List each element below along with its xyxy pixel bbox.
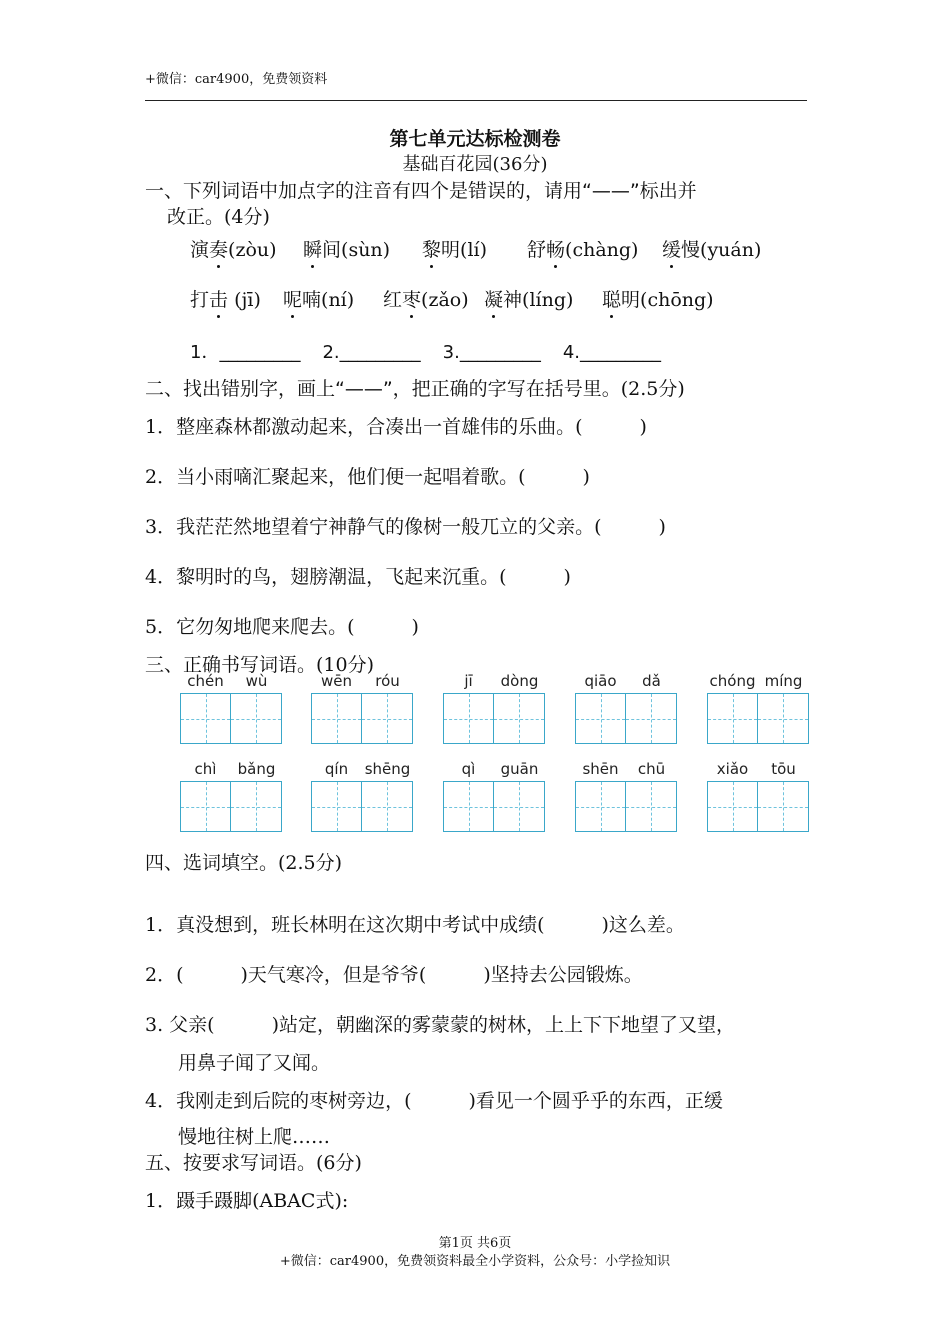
tianzige-cell[interactable] <box>758 782 808 831</box>
question-item: 1．蹑手蹑脚(ABAC式): <box>145 1190 349 1212</box>
tianzige-grid[interactable] <box>180 693 282 744</box>
dotted-word: 黎明(lí) <box>422 235 487 262</box>
dotted-word: 呢喃(ní) <box>283 285 354 312</box>
question-item: 3．我茫茫然地望着宁神静气的像树一般兀立的父亲。( ) <box>145 516 666 538</box>
header-note: +微信：car4900，免费领资料 <box>145 72 328 87</box>
dotted-word: 聪明(chōng) <box>602 285 714 312</box>
tianzige-cell[interactable] <box>576 694 626 743</box>
section-3-heading: 三、正确书写词语。(10分) <box>145 654 375 676</box>
tianzige-grid[interactable] <box>575 781 677 832</box>
answer-blank[interactable]: 2._________ <box>322 342 421 363</box>
pinyin-label: dòng <box>500 672 539 690</box>
tianzige-cell[interactable] <box>312 694 362 743</box>
dotted-word: 演奏(zòu) <box>190 235 277 262</box>
pinyin-label: chén <box>187 672 224 690</box>
dotted-word: 红枣(zǎo) <box>383 285 469 312</box>
tianzige-cell[interactable] <box>231 694 281 743</box>
pinyin-label: wù <box>245 672 268 690</box>
section-1-heading: 一、下列词语中加点字的注音有四个是错误的，请用“——”标出并 <box>145 180 697 202</box>
tianzige-cell[interactable] <box>626 694 676 743</box>
question-item: 3. 父亲( )站定，朝幽深的雾蒙蒙的树林，上上下下地望了又望， <box>145 1014 735 1036</box>
answer-blank[interactable]: 4._________ <box>562 342 662 363</box>
tianzige-cell[interactable] <box>444 782 494 831</box>
question-item: 1．整座森林都激动起来，合凑出一首雄伟的乐曲。( ) <box>145 416 647 438</box>
section-1-heading-cont: 改正。(4分) <box>167 206 270 228</box>
question-item-cont: 用鼻子闻了又闻。 <box>178 1052 331 1074</box>
question-item-cont: 慢地往树上爬…… <box>178 1126 331 1148</box>
pinyin-label: qín <box>324 760 349 778</box>
question-item: 2．( )天气寒冷，但是爷爷( )坚持去公园锻炼。 <box>145 964 643 986</box>
tianzige-cell[interactable] <box>444 694 494 743</box>
tianzige-cell[interactable] <box>708 694 758 743</box>
pinyin-label: bǎng <box>237 760 276 778</box>
tianzige-grid[interactable] <box>443 693 545 744</box>
dotted-word: 凝神(líng) <box>484 285 573 312</box>
question-item: 1．真没想到，班长林明在这次期中考试中成绩( )这么差。 <box>145 914 685 936</box>
section-5-heading: 五、按要求写词语。(6分) <box>145 1152 362 1174</box>
question-item: 4．黎明时的鸟，翅膀潮温，飞起来沉重。( ) <box>145 566 571 588</box>
header-divider <box>145 100 807 101</box>
tianzige-grid[interactable] <box>180 781 282 832</box>
tianzige-cell[interactable] <box>181 694 231 743</box>
page-number: 第1页 共6页 <box>438 1236 512 1251</box>
tianzige-grid[interactable] <box>311 781 413 832</box>
tianzige-cell[interactable] <box>708 782 758 831</box>
footer-note: +微信：car4900，免费领资料最全小学资料，公众号：小学捡知识 <box>279 1254 671 1269</box>
question-item: 5．它勿匆地爬来爬去。( ) <box>145 616 419 638</box>
tianzige-cell[interactable] <box>362 782 412 831</box>
pinyin-label: míng <box>764 672 803 690</box>
dotted-word: 瞬间(sùn) <box>303 235 390 262</box>
tianzige-grid[interactable] <box>707 693 809 744</box>
section-4-heading: 四、选词填空。(2.5分) <box>145 852 343 874</box>
pinyin-label: shēng <box>364 760 411 778</box>
dotted-word: 舒畅(chàng) <box>527 235 638 262</box>
section-2-heading: 二、找出错别字，画上“——”，把正确的字写在括号里。(2.5分) <box>145 378 685 400</box>
tianzige-cell[interactable] <box>494 694 544 743</box>
pinyin-label: guān <box>500 760 539 778</box>
answer-blank[interactable]: 1．_________ <box>190 342 301 363</box>
pinyin-label: qì <box>461 760 476 778</box>
pinyin-label: qiāo <box>584 672 617 690</box>
page-subtitle: 基础百花园(36分) <box>402 154 548 175</box>
tianzige-cell[interactable] <box>312 782 362 831</box>
question-item: 2．当小雨嘀汇聚起来，他们便一起唱着歌。( ) <box>145 466 590 488</box>
answer-blanks <box>190 338 683 364</box>
tianzige-grid[interactable] <box>707 781 809 832</box>
tianzige-cell[interactable] <box>494 782 544 831</box>
tianzige-grid[interactable] <box>575 693 677 744</box>
pinyin-label: jī <box>464 672 473 690</box>
pinyin-label: chóng <box>709 672 756 690</box>
tianzige-cell[interactable] <box>576 782 626 831</box>
pinyin-label: dǎ <box>642 672 661 690</box>
tianzige-grid[interactable] <box>443 781 545 832</box>
question-item: 4．我刚走到后院的枣树旁边，( )看见一个圆乎乎的东西，正缓 <box>145 1090 723 1112</box>
pinyin-label: xiǎo <box>716 760 749 778</box>
page-title: 第七单元达标检测卷 <box>389 128 561 150</box>
dotted-word: 打击 (jī) <box>190 285 261 312</box>
tianzige-grid[interactable] <box>311 693 413 744</box>
pinyin-label: chū <box>637 760 666 778</box>
pinyin-label: tōu <box>771 760 796 778</box>
pinyin-label: chì <box>194 760 217 778</box>
dotted-word: 缓慢(yuán) <box>662 235 761 262</box>
tianzige-cell[interactable] <box>362 694 412 743</box>
pinyin-label: shēn <box>582 760 619 778</box>
answer-blank[interactable]: 3._________ <box>442 342 541 363</box>
tianzige-cell[interactable] <box>181 782 231 831</box>
tianzige-cell[interactable] <box>758 694 808 743</box>
pinyin-label: wēn <box>320 672 352 690</box>
tianzige-cell[interactable] <box>626 782 676 831</box>
pinyin-label: róu <box>375 672 400 690</box>
tianzige-cell[interactable] <box>231 782 281 831</box>
